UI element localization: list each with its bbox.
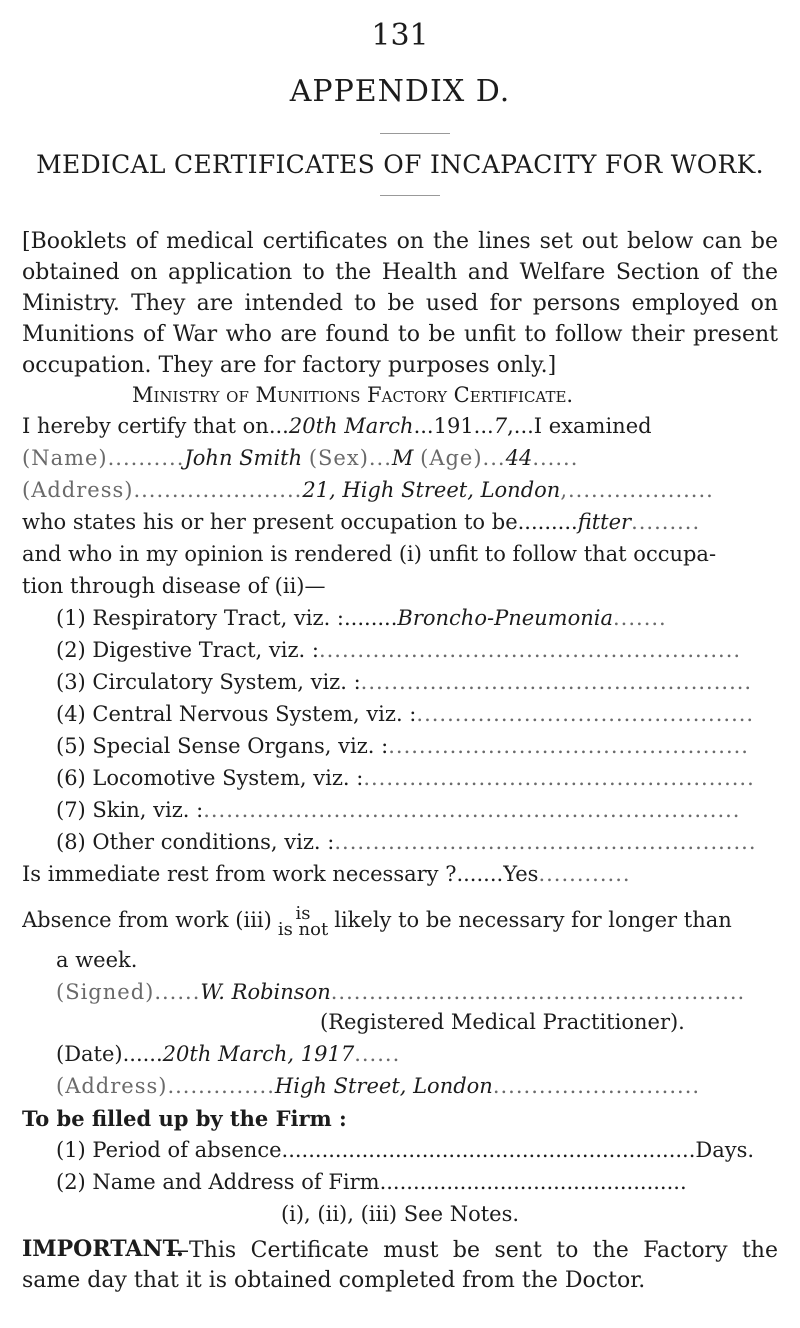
exam-date: 20th March bbox=[288, 414, 414, 438]
static-text: ,...I examined bbox=[507, 414, 652, 438]
patient-sex: M bbox=[391, 446, 414, 470]
dots: ,................... bbox=[560, 478, 714, 502]
dots: ...................................................... bbox=[330, 980, 746, 1004]
rest-question bbox=[22, 862, 780, 886]
system-label: (5) Special Sense Organs, viz. : bbox=[56, 734, 389, 758]
dots: ............................................... bbox=[388, 734, 749, 758]
page-number: 131 bbox=[371, 18, 429, 53]
system-item bbox=[56, 830, 800, 854]
address-label: (Address)...................... bbox=[22, 478, 303, 502]
intro-paragraph: [Booklets of medical certificates on the lines set out below can be obtained on application to the Health and Welfare Section of the Ministry. They are intended to be used for persons employed on Munitions of War who are found to be unfit to follow their present occupation. They are for factory purposes only.] bbox=[22, 229, 778, 378]
static-text: ...191... bbox=[413, 414, 494, 438]
rest-label: Is immediate rest from work necessary ?....... bbox=[22, 862, 504, 886]
practitioner-address: High Street, London bbox=[274, 1074, 493, 1098]
certificate-date: 20th March, 1917 bbox=[162, 1042, 355, 1066]
signed-line bbox=[56, 980, 800, 1004]
age-label: (Age)... bbox=[420, 446, 506, 470]
occupation-line bbox=[22, 510, 780, 534]
dots: ....................................................... bbox=[334, 830, 757, 854]
period-unit: Days. bbox=[695, 1138, 755, 1162]
dots: ............ bbox=[538, 862, 631, 886]
firm-period-line bbox=[56, 1138, 800, 1162]
system-label: (8) Other conditions, viz. : bbox=[56, 830, 335, 854]
dots: ......... bbox=[631, 510, 701, 534]
rest-answer: Yes bbox=[503, 862, 539, 886]
static-text: I hereby certify that on... bbox=[22, 414, 289, 438]
system-label: (3) Circulatory System, viz. : bbox=[56, 670, 361, 694]
patient-line bbox=[22, 446, 780, 470]
important-label: IMPORTANT. bbox=[22, 1236, 184, 1262]
dots: ................................................... bbox=[363, 766, 755, 790]
static-text: likely to be necessary for longer than bbox=[334, 908, 732, 932]
divider-rule bbox=[380, 133, 450, 134]
absence-line bbox=[22, 898, 780, 942]
divider-rule bbox=[380, 195, 440, 196]
dots: ....... bbox=[613, 606, 667, 630]
dots: ....................................................... bbox=[318, 638, 742, 662]
date-line bbox=[56, 1042, 800, 1066]
system-item bbox=[56, 606, 800, 630]
name-label: (Name).......... bbox=[22, 446, 185, 470]
document-title: MEDICAL CERTIFICATES OF INCAPACITY FOR WORK. bbox=[36, 150, 764, 179]
important-text: —This Certificate must be sent to the Factory the same day that it is obtained completed from the Doctor. bbox=[22, 1238, 778, 1293]
patient-occupation: fitter bbox=[577, 510, 632, 534]
patient-name: John Smith bbox=[184, 446, 303, 470]
practitioner-name: W. Robinson bbox=[200, 980, 331, 1004]
examination-line bbox=[22, 414, 780, 438]
static-text: who states his or her present occupation to be......... bbox=[22, 510, 578, 534]
patient-address-line bbox=[22, 478, 780, 502]
system-item bbox=[56, 638, 800, 662]
dots: ...................................................................... bbox=[203, 798, 741, 822]
dots: ............................................ bbox=[416, 702, 755, 726]
patient-age: 44 bbox=[505, 446, 533, 470]
firm-heading: To be filled up by the Firm : bbox=[22, 1106, 347, 1131]
system-label: (7) Skin, viz. : bbox=[56, 798, 204, 822]
system-item bbox=[56, 734, 800, 758]
option-is-not: is not bbox=[277, 918, 329, 940]
dots: ........................... bbox=[492, 1074, 701, 1098]
date-label: (Date)...... bbox=[56, 1042, 163, 1066]
period-label: (1) Period of absence.............................................................. bbox=[56, 1138, 696, 1162]
practitioner-role: (Registered Medical Practitioner). bbox=[320, 1010, 685, 1034]
dots: ................................................... bbox=[360, 670, 753, 694]
system-item bbox=[56, 798, 800, 822]
sex-label: (Sex)... bbox=[308, 446, 392, 470]
dots: ...... bbox=[354, 1042, 401, 1066]
notes-reference: (i), (ii), (iii) See Notes. bbox=[280, 1202, 520, 1226]
absence-tail: a week. bbox=[56, 948, 138, 972]
static-text: Absence from work (iii) bbox=[22, 908, 272, 932]
address-label: (Address).............. bbox=[56, 1074, 275, 1098]
system-value: Broncho-Pneumonia bbox=[397, 606, 613, 630]
system-item bbox=[56, 702, 800, 726]
system-label: (4) Central Nervous System, viz. : bbox=[56, 702, 417, 726]
dots: ...... bbox=[532, 446, 579, 470]
option-is: is bbox=[295, 902, 311, 924]
signed-label: (Signed)...... bbox=[56, 980, 201, 1004]
system-label: (2) Digestive Tract, viz. : bbox=[56, 638, 319, 662]
appendix-heading: APPENDIX D. bbox=[289, 74, 511, 109]
certificate-heading: Ministry of Munitions Factory Certificate. bbox=[132, 383, 574, 407]
is-is-not-choice bbox=[277, 902, 329, 940]
system-item bbox=[56, 670, 800, 694]
system-item bbox=[56, 766, 800, 790]
disease-line: tion through disease of (ii)— bbox=[22, 574, 326, 598]
opinion-line: and who in my opinion is rendered (i) unfit to follow that occupa- bbox=[22, 542, 717, 566]
firm-name-line: (2) Name and Address of Firm.............................................. bbox=[56, 1170, 687, 1194]
patient-address: 21, High Street, London bbox=[302, 478, 561, 502]
system-label: (6) Locomotive System, viz. : bbox=[56, 766, 364, 790]
practitioner-address-line bbox=[56, 1074, 800, 1098]
exam-year: 7 bbox=[493, 414, 508, 438]
system-label: (1) Respiratory Tract, viz. :........ bbox=[56, 606, 398, 630]
